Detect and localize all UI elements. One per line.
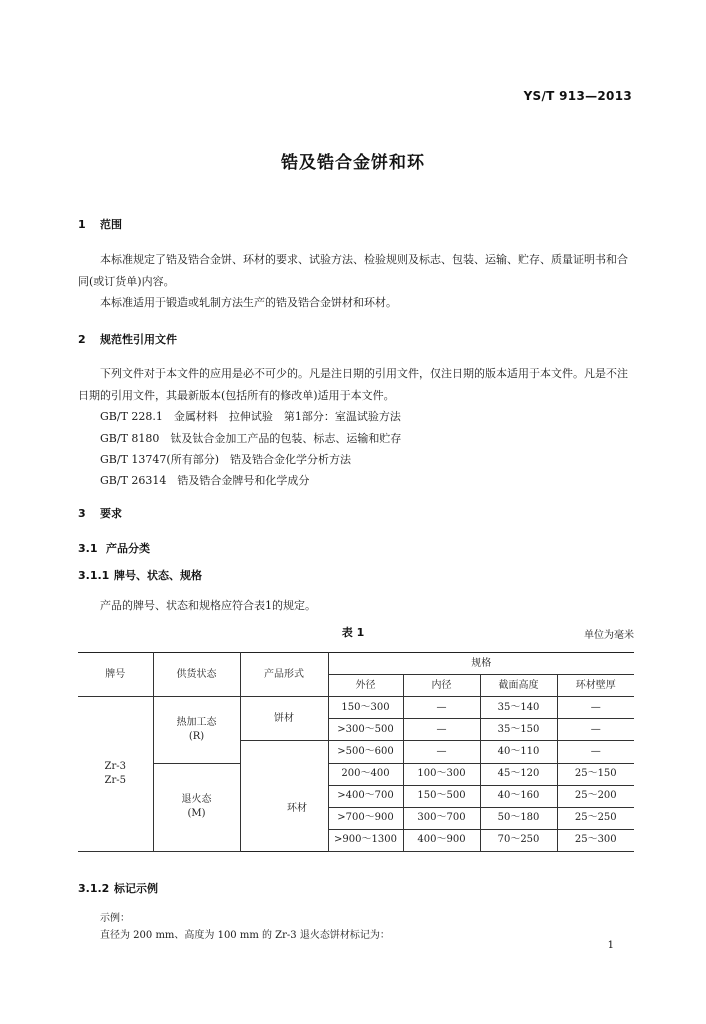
height-cell: 50～180 (480, 807, 557, 829)
section-title: 规范性引用文件 (100, 333, 177, 346)
grade-value: Zr-3 (104, 761, 126, 773)
section-2-heading (78, 331, 177, 347)
section-title: 标记示例 (114, 882, 158, 895)
header-form: 产品形式 (240, 653, 328, 697)
table-caption: 表 1 (341, 626, 365, 639)
header-spec: 规格 (328, 653, 634, 675)
height-cell: 45～120 (480, 763, 557, 785)
reference-item: GB/T 228.1 金属材料 拉伸试验 第1部分：室温试验方法 (100, 410, 401, 423)
grade-value: Zr-5 (104, 775, 126, 787)
section-3-1-heading (78, 540, 150, 556)
height-cell: 70～250 (480, 829, 557, 851)
section-title: 牌号、状态、规格 (114, 569, 202, 582)
table-header-row (78, 653, 634, 675)
section-1-paragraph-2: 本标准适用于锻造或轧制方法生产的锆及锆合金饼材和环材。 (100, 296, 397, 309)
section-number: 3.1.2 (78, 882, 110, 895)
section-1-paragraph-1: 本标准规定了锆及锆合金饼、环材的要求、试验方法、检验规则及标志、包装、运输、贮存、质量证明书和合同(或订货单)内容。 (78, 253, 628, 288)
section-title: 要求 (100, 507, 122, 520)
section-number: 1 (78, 218, 86, 231)
height-cell: 40～160 (480, 785, 557, 807)
document-title: 锆及锆合金饼和环 (281, 153, 425, 173)
state-cell (153, 763, 240, 851)
state-code: (M) (187, 808, 206, 820)
section-title: 范围 (100, 218, 122, 231)
section-1-heading (78, 216, 122, 232)
wall-cell: 25～150 (557, 763, 634, 785)
height-cell: 35～140 (480, 697, 557, 719)
reference-item: GB/T 26314 锆及锆合金牌号和化学成分 (100, 474, 310, 487)
wall-cell: — (557, 741, 634, 763)
state-code: (R) (188, 730, 205, 742)
form-cell: 饼材 (240, 697, 328, 741)
height-cell: 40～110 (480, 741, 557, 763)
header-inner-diameter: 内径 (403, 675, 480, 697)
table-unit-note: 单位为毫米 (584, 630, 634, 641)
outer-cell: 200～400 (328, 763, 403, 785)
outer-cell: >500～600 (328, 741, 403, 763)
section-number: 2 (78, 333, 86, 346)
section-3-heading (78, 505, 122, 521)
section-2-paragraph: 下列文件对于本文件的应用是必不可少的。凡是注日期的引用文件，仅注日期的版本适用于本文件。凡是不注日期的引用文件，其最新版本(包括所有的修改单)适用于本文件。 (78, 367, 628, 402)
spec-table (78, 652, 634, 852)
state-name: 退火态 (181, 794, 212, 806)
header-outer-diameter: 外径 (328, 675, 403, 697)
inner-cell: 100～300 (403, 763, 480, 785)
form-cell (240, 741, 328, 852)
inner-cell: 400～900 (403, 829, 480, 851)
grade-cell (78, 697, 153, 852)
reference-item: GB/T 13747(所有部分) 锆及锆合金化学分析方法 (100, 453, 351, 466)
wall-cell: 25～300 (557, 829, 634, 851)
header-wall-thickness: 环材壁厚 (557, 675, 634, 697)
section-3-1-2-heading (78, 880, 158, 896)
inner-cell: — (403, 719, 480, 741)
height-cell: 35～150 (480, 719, 557, 741)
state-cell (153, 697, 240, 763)
form-ring-label: 环材 (287, 803, 307, 814)
section-number: 3.1.1 (78, 569, 110, 582)
header-grade: 牌号 (78, 653, 153, 697)
header-state: 供货状态 (153, 653, 240, 697)
outer-cell: >300～500 (328, 719, 403, 741)
standard-code: YS/T 913—2013 (523, 89, 632, 103)
reference-item: GB/T 8180 钛及钛合金加工产品的包装、标志、运输和贮存 (100, 432, 402, 445)
outer-cell: >900～1300 (328, 829, 403, 851)
inner-cell: 300～700 (403, 807, 480, 829)
state-name: 热加工态 (176, 716, 217, 728)
outer-cell: >700～900 (328, 807, 403, 829)
wall-cell: 25～250 (557, 807, 634, 829)
example-label: 示例： (100, 913, 130, 924)
outer-cell: >400～700 (328, 785, 403, 807)
inner-cell: — (403, 741, 480, 763)
section-3-1-1-paragraph: 产品的牌号、状态和规格应符合表1的规定。 (100, 599, 316, 612)
wall-cell: — (557, 719, 634, 741)
example-text: 直径为 200 mm、高度为 100 mm 的 Zr-3 退火态饼材标记为： (100, 930, 390, 941)
outer-cell: 150～300 (328, 697, 403, 719)
section-title: 产品分类 (106, 542, 150, 555)
inner-cell: — (403, 697, 480, 719)
wall-cell: 25～200 (557, 785, 634, 807)
wall-cell: — (557, 697, 634, 719)
inner-cell: 150～500 (403, 785, 480, 807)
section-number: 3.1 (78, 542, 98, 555)
section-3-1-1-heading (78, 567, 202, 583)
table-row (78, 697, 634, 719)
header-section-height: 截面高度 (480, 675, 557, 697)
table-row (78, 763, 634, 785)
section-number: 3 (78, 507, 86, 520)
page-number: 1 (607, 940, 614, 951)
